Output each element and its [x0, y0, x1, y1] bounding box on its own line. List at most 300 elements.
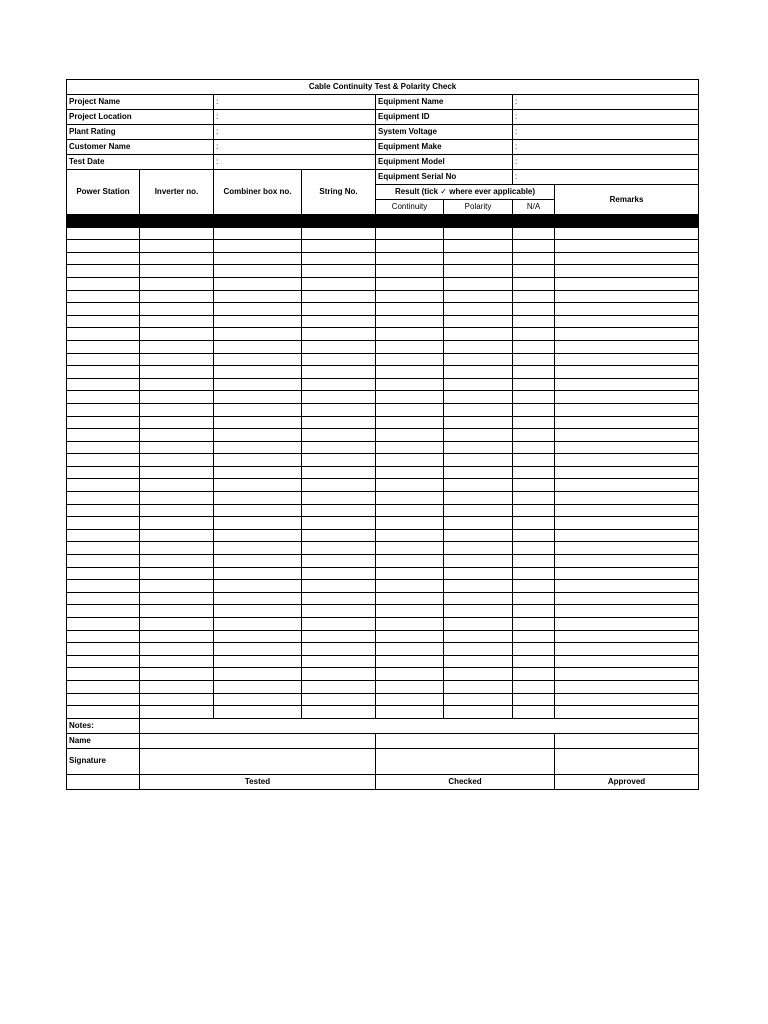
table-cell[interactable] [140, 328, 214, 341]
table-cell[interactable] [513, 492, 555, 505]
table-cell[interactable] [214, 353, 302, 366]
table-cell[interactable] [444, 466, 513, 479]
table-cell[interactable] [376, 240, 444, 253]
field-value-equipment-model[interactable]: : [513, 155, 699, 170]
table-cell[interactable] [555, 240, 699, 253]
table-cell[interactable] [302, 542, 376, 555]
table-cell[interactable] [214, 542, 302, 555]
table-cell[interactable] [444, 618, 513, 631]
table-cell[interactable] [214, 252, 302, 265]
table-cell[interactable] [513, 353, 555, 366]
table-cell[interactable] [67, 290, 140, 303]
table-cell[interactable] [140, 441, 214, 454]
table-cell[interactable] [67, 252, 140, 265]
table-cell[interactable] [444, 504, 513, 517]
table-cell[interactable] [444, 529, 513, 542]
table-cell[interactable] [513, 366, 555, 379]
table-cell[interactable] [444, 366, 513, 379]
table-cell[interactable] [444, 592, 513, 605]
table-cell[interactable] [140, 504, 214, 517]
table-cell[interactable] [513, 340, 555, 353]
table-cell[interactable] [302, 416, 376, 429]
table-cell[interactable] [555, 643, 699, 656]
table-cell[interactable] [214, 416, 302, 429]
table-cell[interactable] [140, 580, 214, 593]
table-cell[interactable] [444, 555, 513, 568]
table-cell[interactable] [513, 555, 555, 568]
table-cell[interactable] [376, 290, 444, 303]
table-cell[interactable] [214, 429, 302, 442]
table-cell[interactable] [67, 592, 140, 605]
table-cell[interactable] [302, 706, 376, 719]
table-cell[interactable] [302, 492, 376, 505]
table-cell[interactable] [214, 492, 302, 505]
field-value-equipment-serial-no[interactable]: : [513, 170, 699, 185]
table-cell[interactable] [444, 655, 513, 668]
table-cell[interactable] [214, 466, 302, 479]
table-cell[interactable] [444, 265, 513, 278]
table-cell[interactable] [214, 391, 302, 404]
table-cell[interactable] [67, 605, 140, 618]
table-cell[interactable] [444, 303, 513, 316]
field-value-equipment-name[interactable]: : [513, 95, 699, 110]
field-value-equipment-id[interactable]: : [513, 110, 699, 125]
table-cell[interactable] [67, 416, 140, 429]
table-cell[interactable] [555, 277, 699, 290]
table-cell[interactable] [376, 542, 444, 555]
table-cell[interactable] [513, 240, 555, 253]
table-cell[interactable] [444, 429, 513, 442]
table-cell[interactable] [214, 265, 302, 278]
notes-field[interactable] [140, 718, 699, 733]
table-cell[interactable] [513, 277, 555, 290]
table-cell[interactable] [140, 303, 214, 316]
field-value-project-location[interactable]: : [214, 110, 376, 125]
table-cell[interactable] [376, 504, 444, 517]
table-cell[interactable] [140, 240, 214, 253]
table-cell[interactable] [376, 366, 444, 379]
table-cell[interactable] [513, 630, 555, 643]
table-cell[interactable] [140, 618, 214, 631]
table-cell[interactable] [555, 618, 699, 631]
table-cell[interactable] [302, 454, 376, 467]
table-cell[interactable] [376, 378, 444, 391]
table-cell[interactable] [302, 655, 376, 668]
table-cell[interactable] [555, 429, 699, 442]
table-cell[interactable] [444, 668, 513, 681]
table-cell[interactable] [555, 555, 699, 568]
table-cell[interactable] [444, 643, 513, 656]
table-cell[interactable] [67, 328, 140, 341]
table-cell[interactable] [67, 542, 140, 555]
checked-signature-field[interactable] [376, 748, 555, 774]
table-cell[interactable] [376, 655, 444, 668]
table-cell[interactable] [140, 542, 214, 555]
table-cell[interactable] [140, 605, 214, 618]
table-cell[interactable] [555, 479, 699, 492]
table-cell[interactable] [376, 555, 444, 568]
table-cell[interactable] [140, 391, 214, 404]
table-cell[interactable] [513, 441, 555, 454]
table-cell[interactable] [444, 340, 513, 353]
table-cell[interactable] [67, 265, 140, 278]
table-cell[interactable] [302, 340, 376, 353]
table-cell[interactable] [140, 429, 214, 442]
table-cell[interactable] [555, 466, 699, 479]
table-cell[interactable] [140, 592, 214, 605]
table-cell[interactable] [140, 706, 214, 719]
table-cell[interactable] [555, 567, 699, 580]
table-cell[interactable] [555, 504, 699, 517]
table-cell[interactable] [444, 353, 513, 366]
table-cell[interactable] [376, 693, 444, 706]
table-cell[interactable] [67, 504, 140, 517]
table-cell[interactable] [140, 252, 214, 265]
table-cell[interactable] [67, 567, 140, 580]
table-cell[interactable] [140, 479, 214, 492]
table-cell[interactable] [214, 605, 302, 618]
table-cell[interactable] [513, 643, 555, 656]
table-cell[interactable] [555, 517, 699, 530]
field-value-system-voltage[interactable]: : [513, 125, 699, 140]
table-cell[interactable] [555, 454, 699, 467]
table-cell[interactable] [376, 618, 444, 631]
table-cell[interactable] [302, 252, 376, 265]
table-cell[interactable] [555, 693, 699, 706]
table-cell[interactable] [376, 303, 444, 316]
table-cell[interactable] [140, 366, 214, 379]
table-cell[interactable] [376, 630, 444, 643]
table-cell[interactable] [555, 252, 699, 265]
tested-signature-field[interactable] [140, 748, 376, 774]
table-cell[interactable] [302, 479, 376, 492]
table-cell[interactable] [214, 680, 302, 693]
table-cell[interactable] [67, 655, 140, 668]
table-cell[interactable] [67, 315, 140, 328]
table-cell[interactable] [214, 630, 302, 643]
table-cell[interactable] [444, 630, 513, 643]
table-cell[interactable] [67, 303, 140, 316]
table-cell[interactable] [302, 643, 376, 656]
table-cell[interactable] [555, 340, 699, 353]
table-cell[interactable] [555, 655, 699, 668]
table-cell[interactable] [376, 403, 444, 416]
field-value-test-date[interactable]: : [214, 155, 376, 170]
table-cell[interactable] [67, 479, 140, 492]
table-cell[interactable] [555, 680, 699, 693]
table-cell[interactable] [140, 227, 214, 240]
table-cell[interactable] [376, 466, 444, 479]
table-cell[interactable] [513, 706, 555, 719]
table-cell[interactable] [555, 592, 699, 605]
table-cell[interactable] [513, 290, 555, 303]
table-cell[interactable] [67, 580, 140, 593]
table-cell[interactable] [302, 529, 376, 542]
table-cell[interactable] [444, 227, 513, 240]
approved-signature-field[interactable] [555, 748, 699, 774]
table-cell[interactable] [513, 693, 555, 706]
table-cell[interactable] [302, 466, 376, 479]
field-value-project-name[interactable]: : [214, 95, 376, 110]
table-cell[interactable] [376, 529, 444, 542]
table-cell[interactable] [140, 655, 214, 668]
table-cell[interactable] [555, 492, 699, 505]
table-cell[interactable] [555, 303, 699, 316]
table-cell[interactable] [376, 252, 444, 265]
table-cell[interactable] [444, 391, 513, 404]
table-cell[interactable] [214, 668, 302, 681]
table-cell[interactable] [140, 668, 214, 681]
table-cell[interactable] [444, 277, 513, 290]
table-cell[interactable] [67, 492, 140, 505]
table-cell[interactable] [555, 542, 699, 555]
table-cell[interactable] [67, 454, 140, 467]
table-cell[interactable] [214, 693, 302, 706]
table-cell[interactable] [513, 265, 555, 278]
table-cell[interactable] [302, 227, 376, 240]
table-cell[interactable] [302, 693, 376, 706]
table-cell[interactable] [140, 416, 214, 429]
table-cell[interactable] [214, 403, 302, 416]
table-cell[interactable] [513, 668, 555, 681]
table-cell[interactable] [376, 605, 444, 618]
table-cell[interactable] [214, 227, 302, 240]
table-cell[interactable] [302, 378, 376, 391]
table-cell[interactable] [444, 517, 513, 530]
table-cell[interactable] [214, 555, 302, 568]
table-cell[interactable] [214, 290, 302, 303]
table-cell[interactable] [444, 479, 513, 492]
table-cell[interactable] [376, 429, 444, 442]
table-cell[interactable] [67, 693, 140, 706]
table-cell[interactable] [513, 429, 555, 442]
table-cell[interactable] [376, 454, 444, 467]
table-cell[interactable] [444, 693, 513, 706]
table-cell[interactable] [67, 240, 140, 253]
table-cell[interactable] [214, 366, 302, 379]
table-cell[interactable] [67, 353, 140, 366]
table-cell[interactable] [67, 529, 140, 542]
table-cell[interactable] [140, 340, 214, 353]
table-cell[interactable] [214, 567, 302, 580]
table-cell[interactable] [555, 706, 699, 719]
table-cell[interactable] [513, 328, 555, 341]
table-cell[interactable] [140, 529, 214, 542]
table-cell[interactable] [555, 605, 699, 618]
table-cell[interactable] [555, 227, 699, 240]
table-cell[interactable] [555, 378, 699, 391]
table-cell[interactable] [444, 252, 513, 265]
table-cell[interactable] [140, 277, 214, 290]
table-cell[interactable] [376, 328, 444, 341]
table-cell[interactable] [302, 403, 376, 416]
table-cell[interactable] [555, 580, 699, 593]
table-cell[interactable] [444, 240, 513, 253]
table-cell[interactable] [140, 290, 214, 303]
table-cell[interactable] [214, 479, 302, 492]
table-cell[interactable] [302, 366, 376, 379]
table-cell[interactable] [376, 567, 444, 580]
table-cell[interactable] [140, 630, 214, 643]
table-cell[interactable] [376, 416, 444, 429]
table-cell[interactable] [302, 315, 376, 328]
table-cell[interactable] [67, 668, 140, 681]
table-cell[interactable] [444, 441, 513, 454]
table-cell[interactable] [444, 492, 513, 505]
table-cell[interactable] [513, 680, 555, 693]
table-cell[interactable] [214, 328, 302, 341]
table-cell[interactable] [513, 580, 555, 593]
table-cell[interactable] [513, 403, 555, 416]
table-cell[interactable] [376, 315, 444, 328]
field-value-plant-rating[interactable]: : [214, 125, 376, 140]
table-cell[interactable] [444, 315, 513, 328]
table-cell[interactable] [513, 252, 555, 265]
table-cell[interactable] [444, 403, 513, 416]
table-cell[interactable] [140, 555, 214, 568]
table-cell[interactable] [513, 529, 555, 542]
table-cell[interactable] [302, 265, 376, 278]
table-cell[interactable] [302, 504, 376, 517]
table-cell[interactable] [214, 441, 302, 454]
table-cell[interactable] [302, 441, 376, 454]
table-cell[interactable] [67, 517, 140, 530]
table-cell[interactable] [513, 303, 555, 316]
table-cell[interactable] [67, 429, 140, 442]
table-cell[interactable] [140, 680, 214, 693]
table-cell[interactable] [140, 265, 214, 278]
table-cell[interactable] [214, 592, 302, 605]
table-cell[interactable] [444, 378, 513, 391]
table-cell[interactable] [214, 706, 302, 719]
table-cell[interactable] [302, 668, 376, 681]
table-cell[interactable] [513, 567, 555, 580]
table-cell[interactable] [513, 227, 555, 240]
table-cell[interactable] [376, 353, 444, 366]
table-cell[interactable] [555, 265, 699, 278]
table-cell[interactable] [513, 504, 555, 517]
table-cell[interactable] [376, 580, 444, 593]
table-cell[interactable] [302, 630, 376, 643]
table-cell[interactable] [513, 517, 555, 530]
checked-name-field[interactable] [376, 733, 555, 748]
table-cell[interactable] [214, 340, 302, 353]
table-cell[interactable] [513, 315, 555, 328]
table-cell[interactable] [140, 403, 214, 416]
table-cell[interactable] [444, 580, 513, 593]
table-cell[interactable] [214, 618, 302, 631]
table-cell[interactable] [376, 668, 444, 681]
table-cell[interactable] [302, 618, 376, 631]
table-cell[interactable] [513, 454, 555, 467]
table-cell[interactable] [67, 555, 140, 568]
table-cell[interactable] [140, 693, 214, 706]
table-cell[interactable] [376, 391, 444, 404]
table-cell[interactable] [376, 492, 444, 505]
table-cell[interactable] [214, 303, 302, 316]
table-cell[interactable] [513, 605, 555, 618]
table-cell[interactable] [67, 618, 140, 631]
table-cell[interactable] [444, 542, 513, 555]
table-cell[interactable] [140, 567, 214, 580]
table-cell[interactable] [555, 290, 699, 303]
table-cell[interactable] [444, 706, 513, 719]
table-cell[interactable] [513, 416, 555, 429]
table-cell[interactable] [376, 517, 444, 530]
table-cell[interactable] [140, 378, 214, 391]
table-cell[interactable] [67, 441, 140, 454]
table-cell[interactable] [67, 680, 140, 693]
table-cell[interactable] [302, 240, 376, 253]
field-value-customer-name[interactable]: : [214, 140, 376, 155]
table-cell[interactable] [444, 605, 513, 618]
table-cell[interactable] [555, 353, 699, 366]
table-cell[interactable] [302, 353, 376, 366]
table-cell[interactable] [214, 517, 302, 530]
table-cell[interactable] [513, 466, 555, 479]
table-cell[interactable] [444, 567, 513, 580]
tested-name-field[interactable] [140, 733, 376, 748]
table-cell[interactable] [67, 277, 140, 290]
approved-name-field[interactable] [555, 733, 699, 748]
table-cell[interactable] [214, 240, 302, 253]
table-cell[interactable] [214, 580, 302, 593]
table-cell[interactable] [140, 466, 214, 479]
table-cell[interactable] [67, 466, 140, 479]
table-cell[interactable] [555, 668, 699, 681]
table-cell[interactable] [555, 315, 699, 328]
table-cell[interactable] [376, 277, 444, 290]
table-cell[interactable] [555, 391, 699, 404]
table-cell[interactable] [140, 353, 214, 366]
table-cell[interactable] [555, 328, 699, 341]
table-cell[interactable] [513, 655, 555, 668]
table-cell[interactable] [376, 479, 444, 492]
table-cell[interactable] [67, 643, 140, 656]
table-cell[interactable] [376, 265, 444, 278]
table-cell[interactable] [302, 303, 376, 316]
table-cell[interactable] [67, 366, 140, 379]
table-cell[interactable] [555, 441, 699, 454]
table-cell[interactable] [302, 605, 376, 618]
table-cell[interactable] [444, 290, 513, 303]
table-cell[interactable] [444, 416, 513, 429]
table-cell[interactable] [67, 378, 140, 391]
table-cell[interactable] [67, 391, 140, 404]
field-value-equipment-make[interactable]: : [513, 140, 699, 155]
table-cell[interactable] [214, 655, 302, 668]
table-cell[interactable] [513, 592, 555, 605]
table-cell[interactable] [555, 529, 699, 542]
table-cell[interactable] [302, 592, 376, 605]
table-cell[interactable] [302, 567, 376, 580]
table-cell[interactable] [376, 340, 444, 353]
table-cell[interactable] [302, 680, 376, 693]
table-cell[interactable] [555, 416, 699, 429]
table-cell[interactable] [302, 277, 376, 290]
table-cell[interactable] [444, 328, 513, 341]
table-cell[interactable] [302, 328, 376, 341]
table-cell[interactable] [67, 340, 140, 353]
table-cell[interactable] [376, 706, 444, 719]
table-cell[interactable] [67, 706, 140, 719]
table-cell[interactable] [140, 454, 214, 467]
table-cell[interactable] [214, 454, 302, 467]
table-cell[interactable] [302, 555, 376, 568]
table-cell[interactable] [214, 529, 302, 542]
table-cell[interactable] [302, 517, 376, 530]
table-cell[interactable] [214, 378, 302, 391]
